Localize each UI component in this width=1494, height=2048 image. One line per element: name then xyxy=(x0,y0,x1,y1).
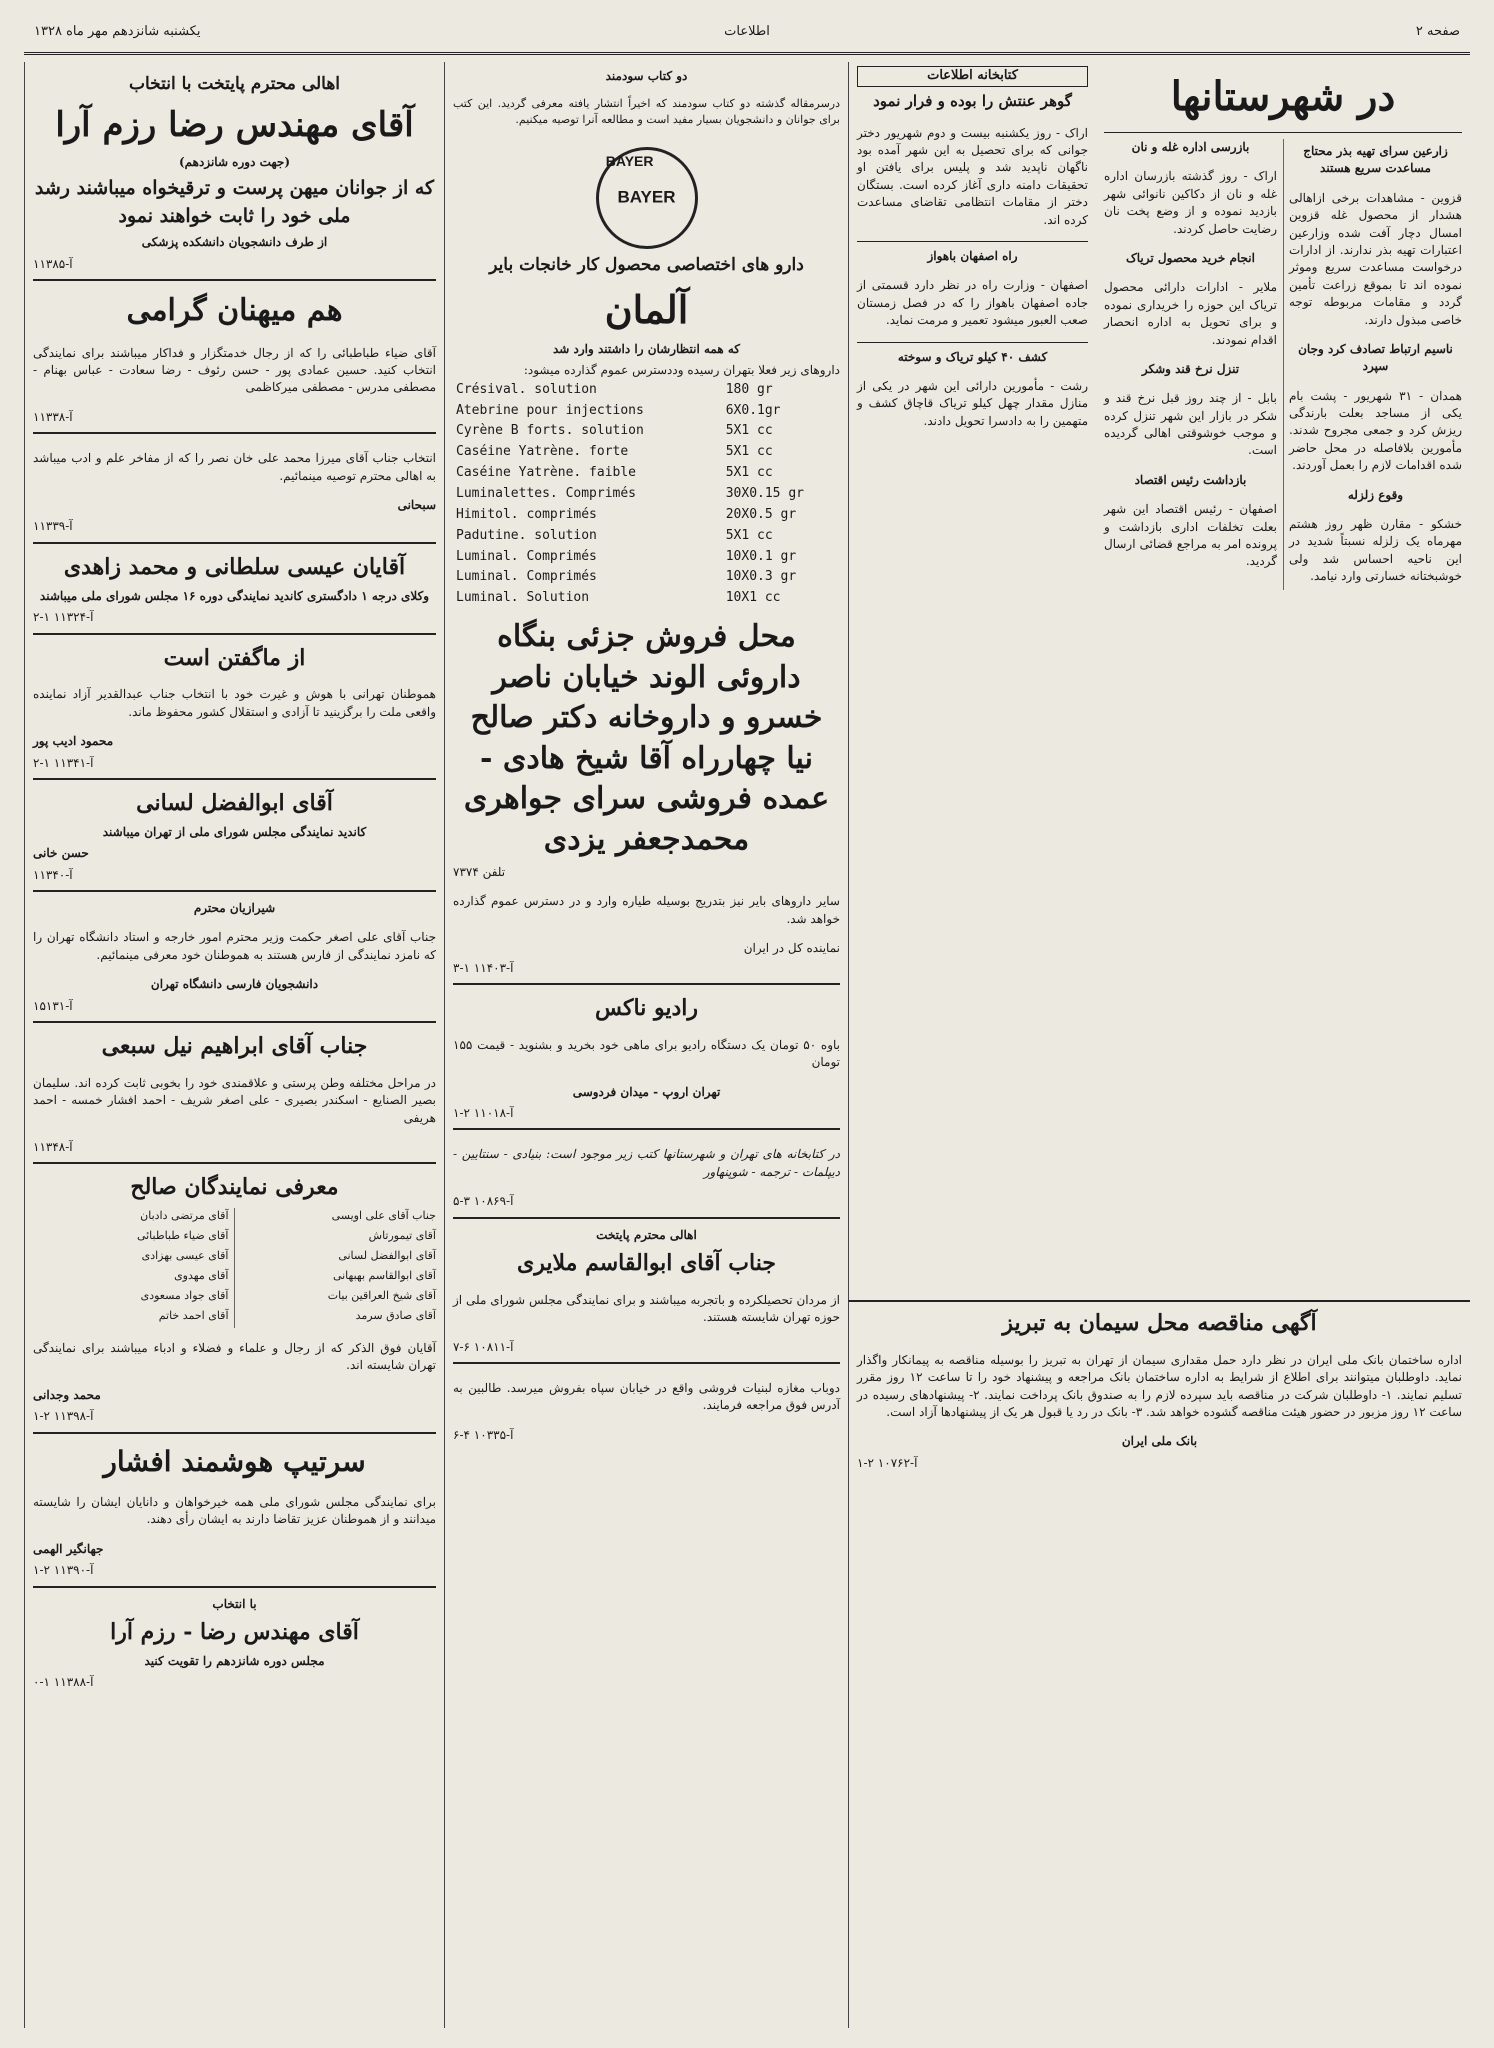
ad-code: آ-۱۱۳۴۱ ۱-۲ xyxy=(33,755,94,770)
candidate-name: جناب آقای ابوالقاسم ملایری xyxy=(517,1250,776,1277)
drug-dose: 180 gr xyxy=(725,381,773,397)
column-header: کتابخانه اطلاعات xyxy=(857,66,1088,87)
drug-row xyxy=(453,567,840,588)
bayer-sub: که همه انتظارشان را داشتند وارد شد xyxy=(552,342,741,356)
ad-slogan: که از جوانان میهن پرست و ترقیخواه میباشند رشد ملی خود را ثابت خواهند نمود xyxy=(34,177,435,227)
bayer-logo-vertical: BAYER xyxy=(605,153,654,170)
tender-notice xyxy=(848,1300,1470,2028)
ad-code: آ-۱۰۳۳۵ ۴-۶ xyxy=(453,1427,514,1442)
ad-sub: (جهت دوره شانزدهم) xyxy=(179,154,290,169)
bayer-note: سایر داروهای بایر نیز بتدریج بوسیله طیاره وارد و در دسترس عموم گذارده خواهد شد. xyxy=(453,894,840,926)
shop-body: دوباب مغازه لبنیات فروشی واقع در خیابان سپاه بفروش میرسد. طالبین به آدرس فوق مراجعه فرمایند. xyxy=(453,1381,840,1413)
divider xyxy=(857,342,1088,343)
drug-dose: 20X0.5 gr xyxy=(725,506,797,522)
drug-dose: 5X1 cc xyxy=(725,465,773,481)
masthead xyxy=(24,14,1470,55)
drug-row xyxy=(453,463,840,484)
ads-column xyxy=(444,62,848,2028)
election-column xyxy=(24,62,444,2028)
tender-body: اداره ساختمان بانک ملی ایران در نظر دارد حمل مقداری سیمان از تهران به تبریز را بوسیله مناقصه به پیمانکار واگذار نماید. داوطلبان میتوانند برای اطلاع از شرایط به اداره ساختمان بانک مراجعه و پیشنهاد خود را تا ساعت ۱۲ روز مقرر تسلیم نمایند. ۱- داوطلبان شرکت در مناقصه باید سپرده لازم را به صندوق بانک پرداخت نمایند. ۲- پیشنهادهای رسیده در ساعت ۱۲ روز مزبور در حضور هیئت مناقصه گشوده خواهد شد. ۳- بانک در رد یا قبول هر یک از پیشنهادها آزاد است. xyxy=(857,1352,1462,1420)
ad-title: آقایان عیسی سلطانی و محمد زاهدی xyxy=(63,553,406,580)
drug-name: Padutine. solution xyxy=(456,527,597,543)
drug-row xyxy=(453,526,840,547)
shop-ad xyxy=(453,1364,840,1450)
ad-title: سرتیپ هوشمند افشار xyxy=(103,1444,366,1478)
candidate-name: آقای تیمورتاش xyxy=(368,1229,436,1243)
ad-body: جناب آقای علی اصغر حکمت وزیر محترم امور خارجه و استاد دانشگاه تهران را که نامزد نمایندگی از فارس هستند به هموطنان خود معرفی مینمائیم. xyxy=(33,930,436,962)
drug-row xyxy=(453,547,840,568)
candidate-name: جناب آقای علی اویسی xyxy=(331,1209,436,1223)
election-ad xyxy=(33,1434,436,1588)
candidate-body: از مردان تحصیلکرده و باتجربه میباشند و برای نمایندگی مجلس شورای ملی از حوزه تهران شایسته هستند. xyxy=(453,1292,840,1325)
radio-title: رادیو ناکس xyxy=(594,995,699,1022)
ad-code: آ-۱۰۷۶۲ ۲-۱ xyxy=(857,1455,918,1470)
article-body: اصفهان - وزارت راه در نظر دارد قسمتی از جاده اصفهان باهواز را که در فصل زمستان صعب العبور میشود تعمیر و مرمت نماید. xyxy=(857,278,1088,328)
ad-code: آ-۱۰۸۶۹ ۳-۵ xyxy=(453,1194,514,1209)
ad-body: در مراحل مختلفه وطن پرستی و علاقمندی خود را بخوبی ثابت کرده اند. سلیمان بصیر الصنایع - اسکندر بصیری - علی اصغر شریف - احمد افشار خمسه - احمد هریفی xyxy=(33,1075,437,1125)
drug-dose: 10X0.1 gr xyxy=(725,548,797,564)
ad-body: آقایان فوق الذکر که از رجال و علماء و فضلاء و ادباء میباشند برای نمایندگی تهران شایسته اند. xyxy=(33,1340,436,1373)
ad-body: کاندید نمایندگی مجلس شورای ملی از تهران میباشند xyxy=(102,824,367,839)
candidate-name: آقای مرتضی دادبان xyxy=(140,1209,229,1223)
ad-code: آ-۱۱۳۴۰ xyxy=(33,867,73,882)
ad-code: آ-۱۱۳۳۸ xyxy=(33,409,73,424)
article-body: اراک - روز یکشنبه بیست و دوم شهریور دختر جوانی که برای تحصیل به این شهر آمده بود ناگهان ناپدید شد و پلیس برای یافتن او تحقیقات دامنه داری آغاز کرده است. بستگان دختر از مقامات انتظامی تقاضای مساعدت کرده اند. xyxy=(857,125,1088,227)
bayer-logo-horizontal: BAYER xyxy=(617,187,676,207)
candidate-list xyxy=(33,1208,436,1328)
election-ad xyxy=(33,434,436,544)
article-body: قزوین - مشاهدات برخی ازاهالی هشدار از محصول غله قزوین امسال دچار آفت شده وزارعین اعتبارات تهیه بذر ندارند. از ادارات درخواست مساعدت سریع وموثر نموده اند تا بموقع زراعت تأمین گردد و مقامات مربوطه توجه خاصی مبذول دارند. xyxy=(1289,190,1462,327)
candidate-head: اهالی محترم پایتخت xyxy=(596,1227,697,1242)
article-title: گوهر عنتش را بوده و فرار نمود xyxy=(873,91,1072,110)
election-ad xyxy=(33,780,436,892)
ad-title: آقای ابوالفضل لسانی xyxy=(136,789,333,816)
page-number: صفحه ۲ xyxy=(1415,24,1460,39)
drug-row xyxy=(453,401,840,422)
ad-code: آ-۱۱۳۹۰ ۲-۱ xyxy=(33,1563,94,1578)
drug-name: Atebrine pour injections xyxy=(456,402,644,418)
ad-signature: محمد وجدانی xyxy=(33,1387,101,1402)
ad-candidate: آقای مهندس رضا رزم آرا xyxy=(55,104,414,145)
drug-dose: 5X1 cc xyxy=(725,527,773,543)
ad-code: آ-۱۱۳۲۴ ۱-۲ xyxy=(33,610,94,625)
drug-row xyxy=(453,505,840,526)
ad-body: انتخاب جناب آقای میرزا محمد علی خان نصر را که از مفاخر علم و ادب میباشد به اهالی محترم توصیه مینمائیم. xyxy=(33,451,436,483)
election-ad xyxy=(33,1023,436,1164)
ad-code: آ-۱۵۱۳۱ xyxy=(33,998,73,1013)
ad-code: آ-۱۱۳۳۹ xyxy=(33,519,73,534)
divider xyxy=(1104,132,1462,133)
article-title: انجام خرید محصول تریاک xyxy=(1126,250,1255,265)
ad-signature: محمود ادیب پور xyxy=(33,734,114,749)
tender-title: آگهی مناقصه محل سیمان به تبریز xyxy=(1002,1310,1317,1336)
drug-list xyxy=(453,380,840,609)
candidate-name: آقای مهدوی xyxy=(174,1269,229,1283)
drug-row xyxy=(453,442,840,463)
ad-candidate: آقای مهندس رضا - رزم آرا xyxy=(110,1619,359,1646)
candidate-name: آقای جواد مسعودی xyxy=(140,1289,229,1303)
article-body: بابل - از چند روز قبل نرخ قند و شکر در بازار این شهر تنزل کرده و موجب خوشوقتی اهالی گردیده است. xyxy=(1104,391,1277,458)
ad-code: آ-۱۰۸۱۱ ۶-۷ xyxy=(453,1339,514,1354)
issue-date: یکشنبه شانزدهم مهر ماه ۱۳۲۸ xyxy=(34,24,201,39)
ad-head: اهالی محترم پایتخت با انتخاب xyxy=(128,74,341,94)
drug-name: Luminal. Comprimés xyxy=(456,569,597,585)
drug-dose: 5X1 cc xyxy=(725,444,773,460)
drug-dose: 5X1 cc xyxy=(725,423,773,439)
drug-dose: 30X0.15 gr xyxy=(725,486,804,501)
ad-from: از طرف دانشجویان دانشکده پزشکی xyxy=(141,235,328,250)
bayer-country: آلمان xyxy=(604,286,689,332)
article-title: راه اصفهان باهواز xyxy=(927,248,1018,263)
drug-name: Luminal. Solution xyxy=(456,590,590,606)
drug-name: Crésival. solution xyxy=(456,381,597,397)
ad-signature: سبحانی xyxy=(397,498,436,513)
article-title: کشف ۴۰ کیلو تریاک و سوخته xyxy=(897,349,1048,364)
ad-head: با انتخاب xyxy=(212,1596,257,1611)
election-ad xyxy=(33,1164,436,1433)
bayer-lead: دارو های اختصاصی محصول کار خانجات بایر xyxy=(489,255,804,276)
ad-title: از ماگفتن است xyxy=(163,644,306,671)
books-ad xyxy=(453,1130,840,1218)
ad-code: آ-۱۱۳۴۸ xyxy=(33,1140,73,1155)
candidate-name: آقای احمد خاتم xyxy=(158,1309,229,1322)
drug-row xyxy=(453,380,840,401)
tender-signature: بانک ملی ایران xyxy=(1121,1434,1198,1449)
ad-title: جناب آقای ابراهیم نیل سبعی xyxy=(101,1032,368,1059)
ad-code: آ-۱۱۳۹۸ ۲-۱ xyxy=(33,1409,94,1424)
ad-signature: حسن خانی xyxy=(33,846,89,861)
books-body: در کتابخانه های تهران و شهرستانها کتب زیر موجود است: بنیادی - سنتایین - دیپلمات - ترجمه - شوپنهاور xyxy=(453,1147,840,1179)
candidate-name: آقای عیسی بهزادی xyxy=(141,1249,229,1263)
drug-name: Luminal. Comprimés xyxy=(456,548,597,564)
candidate-name: آقای ابوالفضل لسانی xyxy=(338,1249,436,1263)
election-ad xyxy=(33,64,436,281)
ad-title: هم میهنان گرامی xyxy=(126,293,343,329)
drug-row xyxy=(453,421,840,442)
article-body: خشکو - مقارن ظهر روز هشتم مهرماه یک زلزله نسبتاً شدید در این ناحیه احساس شد ولی خوشبختانه خسارتی وارد نیامد. xyxy=(1289,517,1462,584)
election-ad xyxy=(33,281,436,434)
telephone: تلفن ۷۳۷۴ xyxy=(453,865,506,880)
ad-body: وکلای درجه ۱ دادگستری کاندید نمایندگی دوره ۱۶ مجلس شورای ملی میباشند xyxy=(39,588,430,603)
ad-signature: جهانگیر الهمی xyxy=(33,1541,104,1556)
ad-title: معرفی نمایندگان صالح xyxy=(130,1174,339,1201)
drug-row xyxy=(453,588,840,609)
paper-name: اطلاعات xyxy=(724,24,770,39)
election-ad xyxy=(33,892,436,1023)
ad-sub: مجلس دوره شانزدهم را تقویت کنید xyxy=(144,1653,325,1668)
article-body: اراک - روز گذشته بازرسان اداره غله و نان از دکاکین نانوائی شهر بازدید نموده و از وضع پخت نان رضایت حاصل کردند. xyxy=(1104,169,1277,236)
bayer-logo xyxy=(596,147,698,249)
article-title: وقوع زلزله xyxy=(1347,487,1404,502)
ad-from: دانشجویان فارسی دانشگاه تهران xyxy=(150,977,319,992)
article-body: رشت - مأمورین دارائی این شهر در یکی از منازل مقدار چهل کیلو تریاک قاچاق کشف و متهمین را به دادسرا تحویل دادند. xyxy=(857,378,1088,428)
divider xyxy=(857,241,1088,242)
article-body: اصفهان - رئیس اقتصاد این شهر بعلت تخلفات اداری بازداشت و پرونده امر به مراجع قضائی ارسال گردید. xyxy=(1104,502,1277,569)
article-body: درسرمقاله گذشته دو کتاب سودمند که اخیراً انتشار یافته معرفی گردید. این کتب برای جوانان و دانشجویان بسیار مفید است و مطالعه آنرا توصیه میکنیم. xyxy=(453,97,840,127)
bayer-ad xyxy=(453,139,840,985)
election-ad xyxy=(33,635,436,780)
election-ad xyxy=(33,544,436,635)
ad-code: آ-۱۱۴۰۳ ۱-۳ xyxy=(453,960,514,975)
election-ad xyxy=(33,1588,436,1698)
shop-text: محل فروش جزئی بنگاه داروئی الوند خیابان ناصر خسرو و داروخانه دکتر صالح نیا چهارراه آقا شیخ هادی - عمده فروشی سرای جواهری محمدجعفر یزدی xyxy=(463,619,830,857)
provinces-articles xyxy=(1104,139,1462,590)
radio-address: تهران اروپ - میدان فردوسی xyxy=(572,1084,721,1099)
drug-name: Caséine Yatrène. forte xyxy=(456,444,629,460)
ad-body: برای نمایندگی مجلس شورای ملی همه خیرخواهان و دانایان ایشان را شایسته میدانند و از هموطنان عزیز تقاضا دارند به ایشان رأی دهند. xyxy=(33,1495,436,1527)
article-title: تنزل نرخ قند وشکر xyxy=(1141,361,1240,376)
drug-name: Himitol. comprimés xyxy=(456,506,597,522)
candidate-name: آقای ضیاء طباطبائی xyxy=(136,1229,229,1243)
drug-dose: 6X0.1gr xyxy=(725,402,781,418)
article-body: ملایر - ادارات دارائی محصول تریاک این حوزه را خریداری نموده و برای تحویل به اداره انحصار اقدام نمودند. xyxy=(1104,280,1277,347)
bayer-sub2: داروهای زیر فعلا بتهران رسیده وددسترس عموم گذارده میشود: xyxy=(523,363,840,378)
radio-body: باوه ۵۰ تومان یک دستگاه رادیو برای ماهی خود بخرید و بشنوید - قیمت ۱۵۵ تومان xyxy=(453,1037,840,1070)
article-title: بازداشت رئیس اقتصاد xyxy=(1134,472,1247,487)
drug-row xyxy=(453,484,840,505)
candidate-name: آقای صادق سرمد xyxy=(355,1309,436,1322)
ad-body: آقای ضیاء طباطبائی را که از رجال خدمتگزار و فداکار میباشند برای نمایندگی انتخاب کنید. حسین عمادی پور - حسن رئوف - رضا سعادت - عباس بهنام - مصطفی مدرس - مصطفی میرکاظمی xyxy=(33,345,436,395)
ad-code: آ-۱۱۳۸۸ ۱-۰ xyxy=(33,1675,94,1690)
article-title: بازرسی اداره غله و نان xyxy=(1131,140,1250,154)
drug-dose: 10X0.3 gr xyxy=(725,569,797,585)
section-title: در شهرستانها xyxy=(1170,73,1396,120)
ad-code: آ-۱۱۰۱۸ ۲-۱ xyxy=(453,1106,514,1121)
drug-name: Luminalettes. Comprimés xyxy=(456,486,637,501)
ad-code: آ-۱۱۳۸۵ xyxy=(33,256,73,271)
candidate-name: آقای شیخ العراقین بیات xyxy=(327,1289,436,1303)
drug-dose: 10X1 cc xyxy=(725,590,781,606)
article-body: همدان - ۳۱ شهریور - پشت بام یکی از مساجد بعلت بارندگی ریزش کرد و جمعی مجروح شدند. مأمورین بلافاصله در محل حاضر شده اقدامات لازم را بعمل آوردند. xyxy=(1289,388,1462,473)
radio-ad xyxy=(453,985,840,1130)
ad-title: شیرازیان محترم xyxy=(193,901,276,916)
article-title: دو کتاب سودمند xyxy=(605,69,688,83)
drug-name: Caséine Yatrène. faible xyxy=(456,465,637,481)
article-title: ناسیم ارتباط تصادف کرد وجان سپرد xyxy=(1298,341,1453,374)
candidate-ad xyxy=(453,1219,840,1364)
bayer-rep: نماینده کل در ایران xyxy=(743,941,840,956)
ad-body: هموطنان تهرانی با هوش و غیرت خود با انتخاب جناب عبدالقدیر آزاد نماینده واقعی ملت را برگزینید تا آزادی و استقلال کشور محفوظ ماند. xyxy=(33,687,436,719)
drug-name: Cyrène B forts. solution xyxy=(456,423,644,439)
article-title: زارعین سرای تهیه بذر محتاج مساعدت سریع هستند xyxy=(1303,144,1448,176)
candidate-name: آقای ابوالقاسم بهبهانی xyxy=(332,1269,436,1283)
